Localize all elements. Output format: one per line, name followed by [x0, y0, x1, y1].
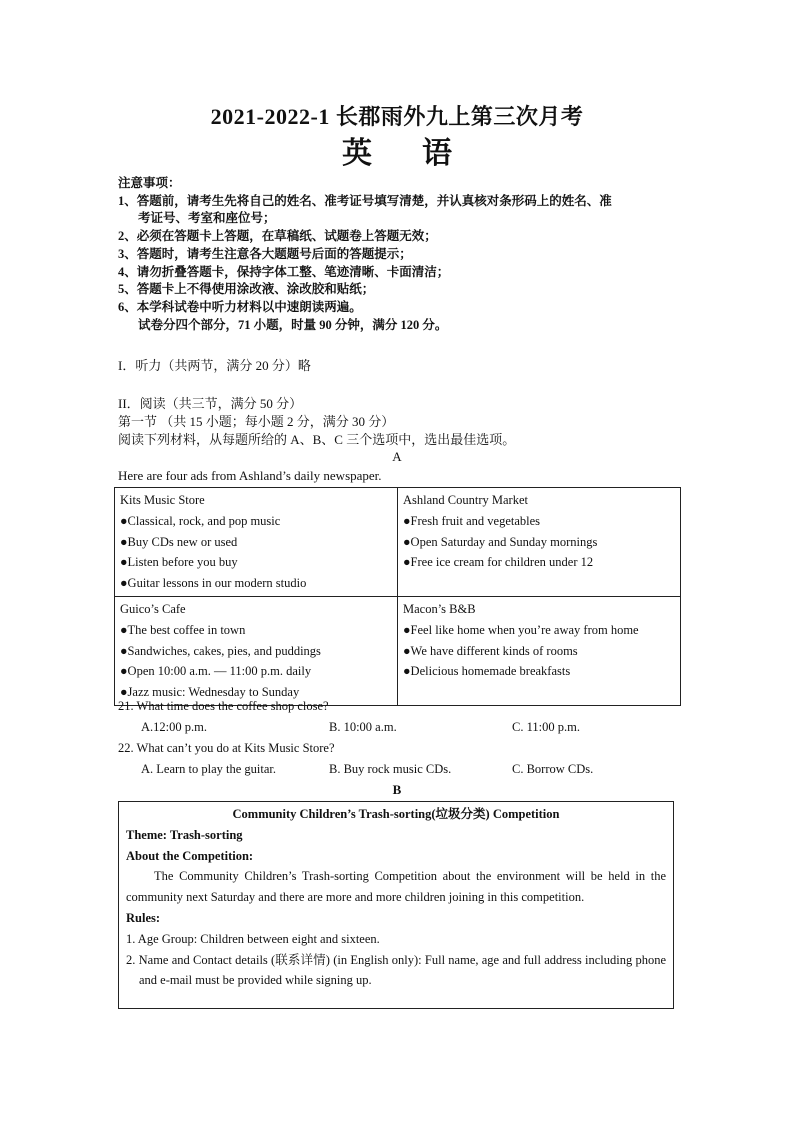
ad-cell	[115, 488, 398, 597]
ad-name: Guico’s Cafe	[120, 601, 186, 616]
exam-notes	[118, 175, 612, 334]
ad-cell	[115, 596, 398, 705]
question-stem: 21. What time does the coffee shop close?	[118, 699, 329, 713]
ad-item: ●The best coffee in town	[120, 622, 246, 637]
note-item: 5、答题卡上不得使用涂改液、涂改胶和贴纸；	[118, 282, 375, 297]
subject-title: 英语	[342, 137, 502, 170]
rules-heading: Rules:	[126, 910, 161, 925]
section-reading-part: 第一节 （共 15 小题；每小题 2 分，满分 30 分）	[118, 414, 395, 429]
question-option: C. Borrow CDs.	[512, 762, 594, 776]
ad-name: Kits Music Store	[120, 493, 205, 507]
passage-a-intro: Here are four ads from Ashland’s daily newspaper.	[118, 468, 382, 483]
note-item: 6、本学科试卷中听力材料以中速朗读两遍。	[118, 299, 362, 314]
question-stem: 22. What can’t you do at Kits Music Store?	[118, 741, 335, 755]
ad-item: ●Jazz music: Wednesday to Sunday	[120, 685, 300, 700]
ad-item: ●Open 10:00 a.m. — 11:00 p.m. daily	[120, 664, 312, 679]
ad-cell	[398, 596, 681, 705]
competition-title: Community Children’s Trash-sorting(垃圾分类) Competition	[232, 807, 560, 821]
rule-item: 1. Age Group: Children between eight and sixteen.	[126, 931, 380, 946]
ads-table	[114, 487, 681, 706]
passage-a-letter: A	[392, 449, 402, 464]
question-option: B. Buy rock music CDs.	[329, 762, 452, 776]
note-item: 4、请勿折叠答题卡，保持字体工整、笔迹清晰、卡面清洁；	[118, 264, 450, 279]
ad-item: ●Buy CDs new or used	[120, 534, 238, 549]
section-listening: I．听力（共两节，满分 20 分）略	[118, 358, 311, 373]
ad-item: ●Open Saturday and Sunday mornings	[403, 534, 598, 549]
section-reading-instruction: 阅读下列材料，从每题所给的 A、B、C 三个选项中，选出最佳选项。	[118, 432, 516, 447]
note-item: 试卷分四个部分，71 小题，时量 90 分钟，满分 120 分。	[138, 317, 448, 332]
ad-name: Ashland Country Market	[403, 493, 528, 507]
ad-item: ●Guitar lessons in our modern studio	[120, 576, 307, 591]
note-item: 考证号、考室和座位号；	[138, 211, 276, 226]
question-option: A. Learn to play the guitar.	[141, 762, 277, 776]
note-item: 1、答题前，请考生先将自己的姓名、准考证号填写清楚，并认真核对条形码上的姓名、准	[118, 193, 612, 208]
ad-item: ●Listen before you buy	[120, 555, 238, 570]
note-item: 2、必须在答题卡上答题，在草稿纸、试题卷上答题无效；	[118, 229, 437, 244]
competition-theme: Theme: Trash-sorting	[126, 827, 243, 842]
passage-b-letter: B	[392, 782, 402, 797]
about-heading: About the Competition:	[126, 848, 254, 863]
ad-cell	[398, 488, 681, 597]
ad-item: ●Free ice cream for children under 12	[403, 555, 594, 570]
exam-title: 2021-2022-1 长郡雨外九上第三次月考	[210, 104, 584, 129]
competition-box	[118, 801, 674, 1009]
question-option: B. 10:00 a.m.	[329, 720, 397, 734]
ad-item: ●Fresh fruit and vegetables	[403, 513, 541, 528]
ad-item: ●Sandwiches, cakes, pies, and puddings	[120, 643, 321, 658]
ad-item: ●We have different kinds of rooms	[403, 643, 578, 658]
question-option: C. 11:00 p.m.	[512, 720, 580, 734]
ad-item: ●Feel like home when you’re away from home	[403, 622, 639, 637]
question-option: A.12:00 p.m.	[141, 720, 207, 734]
rule-item: 2. Name and Contact details (联系详情) (in English only): Full name, age and full address including phone and e-mail must be provided while signing up.	[126, 952, 666, 988]
ad-name: Macon’s B&B	[403, 601, 476, 616]
notes-heading: 注意事项：	[118, 176, 181, 190]
note-item: 3、答题时，请考生注意各大题题号后面的答题提示；	[118, 246, 412, 261]
section-reading-title: II．阅读（共三节，满分 50 分）	[118, 396, 303, 411]
ad-item: ●Delicious homemade breakfasts	[403, 664, 571, 679]
ad-item: ●Classical, rock, and pop music	[120, 513, 281, 528]
about-text: The Community Children’s Trash-sorting Competition about the environment will be held in the community next Saturday and there are more and more children joining in this competition.	[126, 869, 666, 905]
